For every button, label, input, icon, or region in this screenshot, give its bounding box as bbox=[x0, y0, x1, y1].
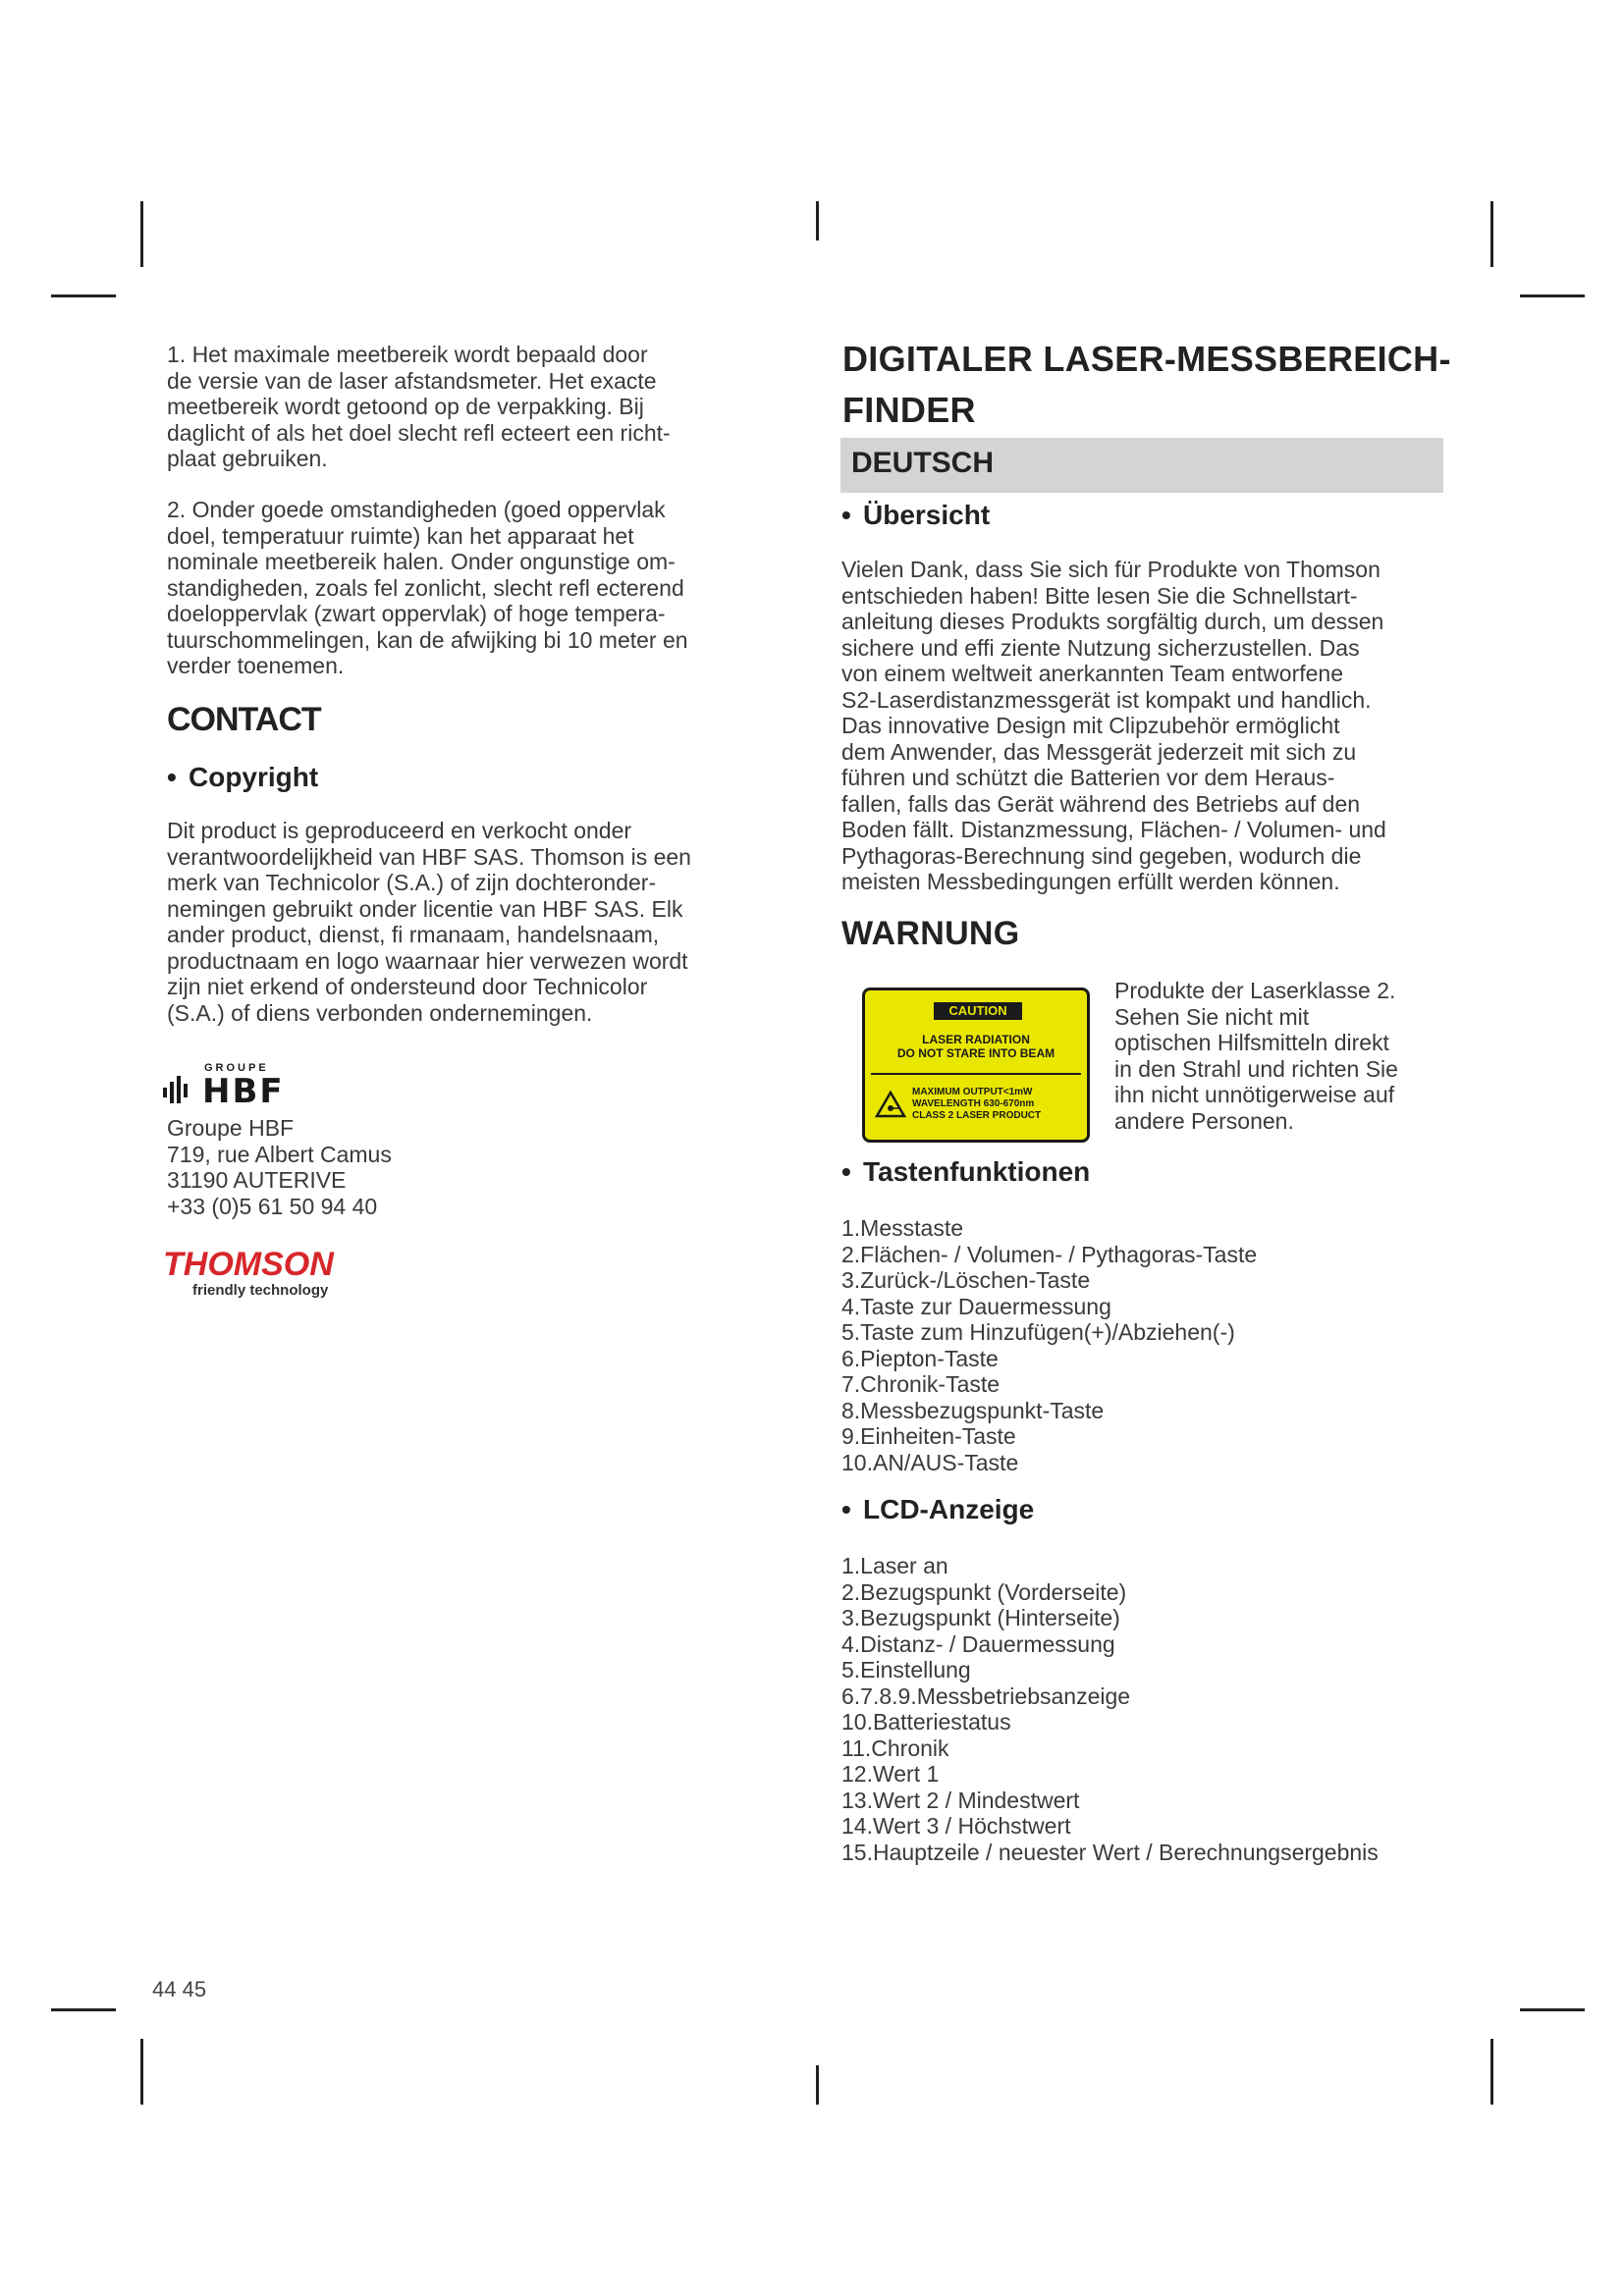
list-item: 5.Einstellung bbox=[841, 1657, 971, 1682]
address-line: +33 (0)5 61 50 94 40 bbox=[167, 1193, 378, 1219]
list-item: 3.Bezugspunkt (Hinterseite) bbox=[841, 1605, 1120, 1630]
list-item: 14.Wert 3 / Höchstwert bbox=[841, 1813, 1071, 1839]
address-line: 31190 AUTERIVE bbox=[167, 1167, 347, 1193]
hbf-logo-main-text: HBF bbox=[202, 1072, 285, 1111]
list-item: 7.Chronik-Taste bbox=[841, 1371, 1001, 1397]
caution-line-1: LASER RADIATION bbox=[922, 1033, 1030, 1046]
crop-mark-top-left-v bbox=[140, 201, 143, 267]
list-item: 12.Wert 1 bbox=[841, 1761, 940, 1787]
warning-heading: WARNUNG bbox=[841, 915, 1020, 952]
crop-mark-bottom-right-h bbox=[1520, 2008, 1585, 2011]
list-item: 10.Batteriestatus bbox=[841, 1709, 1011, 1735]
lcd-display-list bbox=[841, 1553, 1489, 1865]
overview-heading-text: Übersicht bbox=[863, 500, 991, 530]
language-band bbox=[840, 438, 1443, 493]
crop-mark-top-left-h bbox=[51, 294, 116, 297]
address-line: 719, rue Albert Camus bbox=[167, 1141, 392, 1167]
caution-line-2: DO NOT STARE INTO BEAM bbox=[896, 1046, 1056, 1060]
address-line: Groupe HBF bbox=[167, 1115, 295, 1141]
thomson-logo-text: THOMSON bbox=[163, 1246, 334, 1283]
crop-mark-bottom-center bbox=[816, 2065, 819, 2105]
crop-mark-top-center bbox=[816, 201, 819, 240]
list-item: 10.AN/AUS-Taste bbox=[841, 1449, 1019, 1475]
overview-heading bbox=[841, 500, 990, 531]
intro-paragraph-1: 1. Het maximale meetbereik wordt bepaald door de versie van de laser afstandsmeter. Het exacte meetbereik wordt getoond op de verpakking. Bij daglicht of als het doel slecht refl ecteert een richt- plaat gebruiken. bbox=[167, 342, 671, 471]
list-item: 8.Messbezugspunkt-Taste bbox=[841, 1397, 1105, 1423]
caution-small-1: MAXIMUM OUTPUT<1mW bbox=[912, 1087, 1033, 1097]
copyright-heading-text: Copyright bbox=[189, 762, 319, 792]
bullet-dot: • bbox=[841, 1494, 851, 1524]
keys-heading-text: Tastenfunktionen bbox=[863, 1156, 1091, 1187]
list-item: 2.Bezugspunkt (Vorderseite) bbox=[841, 1578, 1127, 1605]
list-item: 1.Messtaste bbox=[841, 1215, 963, 1241]
crop-mark-bottom-left-h bbox=[51, 2008, 116, 2011]
caution-title: CAUTION bbox=[934, 1002, 1022, 1020]
overview-text: Vielen Dank, dass Sie sich für Produkte von Thomson entschieden haben! Bitte lesen Sie die Schnellstart- anleitung dieses Produkts sorgfältig durch, um dessen sichere und effi ziente Nutzung sicherzustellen. Das von einem weltweit anerkannten Team entworfene S2-Laserdistanzmessgerät ist kompakt und handlich. Das innovative Design mit Clipzubehör ermöglicht dem Anwender, das Messgerät jederzeit mit sich zu führen und schützt die Batterien vor dem Heraus- fallen, falls das Gerät während des Betriebs auf den Boden fällt. Distanzmessung, Flächen- / Volumen- und Pythagoras-Berechnung sind gegeben, wodurch die meisten Messbedingungen erfüllt werden können. bbox=[841, 557, 1386, 894]
bullet-dot: • bbox=[167, 762, 177, 792]
bullet-dot: • bbox=[841, 500, 851, 530]
caution-small-3: CLASS 2 LASER PRODUCT bbox=[912, 1110, 1042, 1121]
lcd-heading bbox=[841, 1494, 1034, 1525]
list-item: 6.Piepton-Taste bbox=[841, 1345, 999, 1371]
language-band-label: DEUTSCH bbox=[851, 447, 995, 479]
laser-caution-label bbox=[862, 988, 1090, 1143]
list-item: 15.Hauptzeile / neuester Wert / Berechnungsergebnis bbox=[841, 1839, 1379, 1865]
page-numbers: 44 45 bbox=[152, 1977, 207, 2002]
copyright-text: Dit product is geproduceerd en verkocht onder verantwoordelijkheid van HBF SAS. Thomson is een merk van Technicolor (S.A.) of zijn dochteronder- nemingen gebruikt onder licentie van HBF SAS. Elk ander product, dienst, fi rmanaam, handelsnaam, productnaam en logo waarnaar hier verwezen wordt zijn niet erkend of ondersteund door Technicolor (S.A.) of diens verbonden ondernemingen. bbox=[167, 818, 691, 1026]
page-title: DIGITALER LASER-MESSBEREICH- FINDER bbox=[842, 339, 1451, 430]
hbf-logo bbox=[161, 1062, 318, 1113]
list-item: 6.7.8.9.Messbetriebsanzeige bbox=[841, 1682, 1131, 1709]
thomson-logo bbox=[163, 1247, 399, 1306]
keys-heading bbox=[841, 1156, 1090, 1188]
caution-small-2: WAVELENGTH 630-670nm bbox=[912, 1098, 1035, 1109]
caution-divider bbox=[871, 1073, 1081, 1075]
copyright-heading bbox=[167, 762, 318, 793]
crop-mark-bottom-left-v bbox=[140, 2039, 143, 2105]
list-item: 2.Flächen- / Volumen- / Pythagoras-Taste bbox=[841, 1241, 1258, 1267]
lcd-heading-text: LCD-Anzeige bbox=[863, 1494, 1035, 1524]
list-item: 4.Taste zur Dauermessung bbox=[841, 1293, 1111, 1319]
list-item: 13.Wert 2 / Mindestwert bbox=[841, 1787, 1080, 1813]
crop-mark-top-right-h bbox=[1520, 294, 1585, 297]
list-item: 4.Distanz- / Dauermessung bbox=[841, 1630, 1115, 1657]
contact-heading: CONTACT bbox=[167, 701, 321, 738]
list-item: 1.Laser an bbox=[841, 1553, 948, 1578]
crop-mark-bottom-right-v bbox=[1490, 2039, 1493, 2105]
list-item: 3.Zurück-/Löschen-Taste bbox=[841, 1267, 1091, 1293]
warning-text: Produkte der Laserklasse 2. Sehen Sie nicht mit optischen Hilfsmitteln direkt in den Strahl und richten Sie ihn nicht unnötigerweise auf andere Personen. bbox=[1114, 978, 1398, 1134]
intro-paragraph-2: 2. Onder goede omstandigheden (goed oppervlak doel, temperatuur ruimte) kan het apparaat het nominale meetbereik halen. Onder ongunstige om- standigheden, zoals fel zonlicht, slecht refl ecterend doeloppervlak (zwart oppervlak) of hoge tempera- tuurschommelingen, kan de afwijking bi 10 meter en verder toenemen. bbox=[167, 497, 688, 678]
thomson-logo-tagline: friendly technology bbox=[192, 1282, 329, 1299]
hbf-logo-top-text: GROUPE bbox=[204, 1062, 269, 1074]
crop-mark-top-right-v bbox=[1490, 201, 1493, 267]
list-item: 9.Einheiten-Taste bbox=[841, 1423, 1016, 1449]
bullet-dot: • bbox=[841, 1156, 851, 1187]
key-functions-list bbox=[841, 1215, 1470, 1475]
laser-warning-icon bbox=[875, 1091, 906, 1118]
address-block bbox=[167, 1115, 392, 1219]
list-item: 5.Taste zum Hinzufügen(+)/Abziehen(-) bbox=[841, 1319, 1235, 1345]
list-item: 11.Chronik bbox=[841, 1735, 949, 1761]
